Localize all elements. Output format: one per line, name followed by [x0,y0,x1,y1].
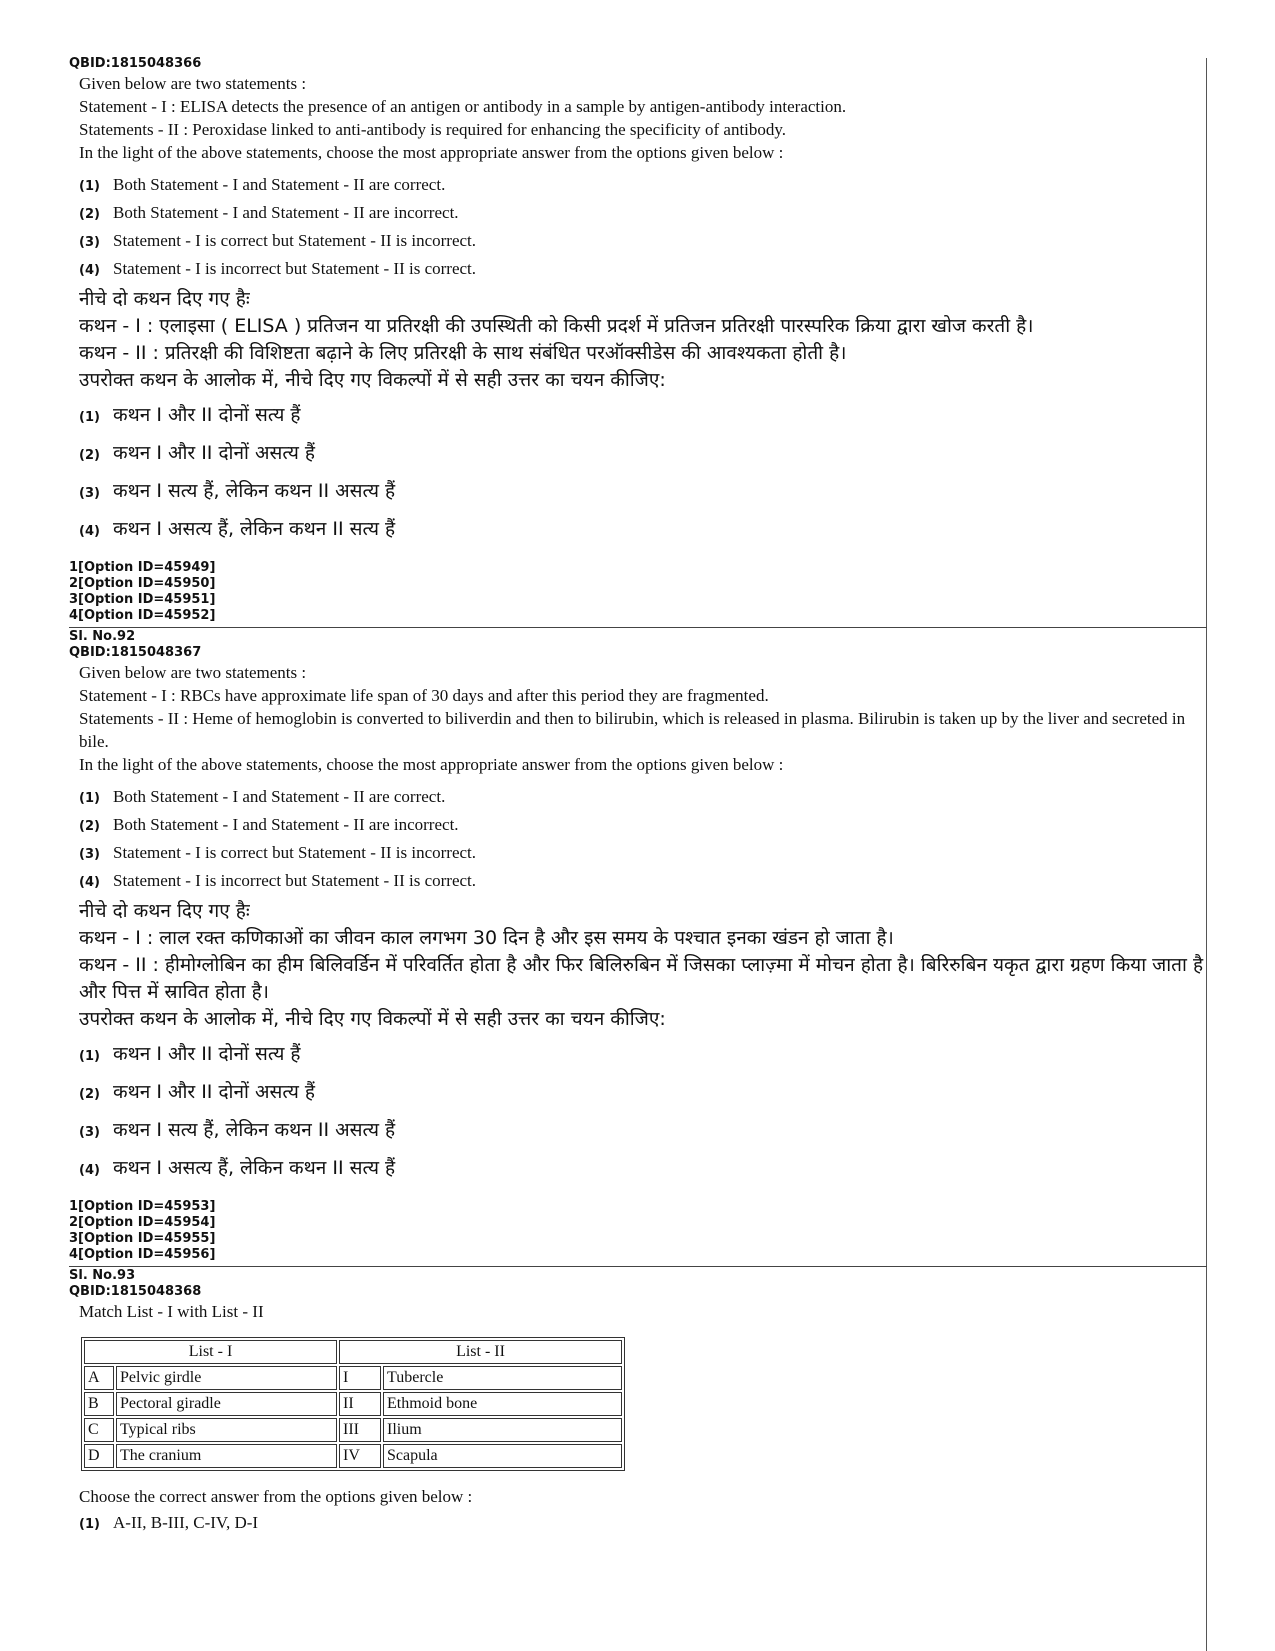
option-number: (2) [79,819,100,834]
hindi-option-3 [79,1117,1207,1146]
option-2 [79,202,1207,226]
qbid: QBID:1815048367 [69,645,202,660]
question-prompt: Choose the correct answer from the options given below : [79,1487,473,1506]
option-text: कथन I और II दोनों सत्य हैं [113,1043,301,1065]
option-id: 4[Option ID=45956] [69,1247,216,1262]
hindi-option-2 [79,1079,1207,1108]
option-3 [79,842,1207,866]
list-2-value: Scapula [383,1444,622,1468]
option-text: Statement - I is incorrect but Statement - II is correct. [113,259,477,278]
table-row [84,1444,622,1468]
option-number: (4) [79,875,100,890]
hindi-option-4 [79,516,1207,545]
question-93 [69,1268,1207,1536]
option-text: कथन I सत्य हैं, लेकिन कथन II असत्य हैं [113,1119,396,1141]
option-number: (1) [79,1517,100,1532]
question-92 [69,629,1207,1263]
list-2-value: Tubercle [383,1366,622,1390]
question-91 [69,56,1207,624]
option-text: Both Statement - I and Statement - II are incorrect. [113,815,459,834]
list-2-key: III [339,1418,381,1442]
option-text: कथन I और II दोनों असत्य हैं [113,1081,315,1103]
list-2-key: IV [339,1444,381,1468]
question-intro: Match List - I with List - II [79,1302,264,1321]
option-number: (3) [79,235,100,250]
list-1-value: Pectoral giradle [116,1392,337,1416]
qbid: QBID:1815048366 [69,56,202,71]
option-text: A-II, B-III, C-IV, D-I [113,1513,259,1532]
hindi-option-1 [79,1041,1207,1070]
list-1-value: The cranium [116,1444,337,1468]
option-number: (4) [79,1163,100,1178]
list-1-key: B [84,1392,114,1416]
option-number: (2) [79,1087,100,1102]
list-1-key: D [84,1444,114,1468]
list-2-header: List - II [339,1340,622,1364]
table-row [84,1366,622,1390]
qbid: QBID:1815048368 [69,1284,202,1299]
hindi-option-4 [79,1155,1207,1184]
option-id: 1[Option ID=45953] [69,1199,216,1214]
hindi-prompt: उपरोक्त कथन के आलोक में, नीचे दिए गए विकल्पों में से सही उत्तर का चयन कीजिए: [79,1008,666,1030]
hindi-statement-2: कथन - II : हीमोग्लोबिन का हीम बिलिवर्डिन में परिवर्तित होता है और फिर बिलिरुबिन में जिसका प्लाज़्मा में मोचन होता है। बिरिरुबिन यकृत द्वारा ग्रहण किया जाता है और पित्त में स्रावित होता है। [79,954,1204,1003]
option-text: Both Statement - I and Statement - II are correct. [113,175,446,194]
option-id: 1[Option ID=45949] [69,560,216,575]
option-1 [79,1512,1207,1536]
option-number: (3) [79,847,100,862]
question-page [69,56,1207,1540]
statement-1: Statement - I : RBCs have approximate life span of 30 days and after this period they are fragmented. [79,686,769,705]
question-divider [69,627,1207,628]
option-text: Statement - I is incorrect but Statement - II is correct. [113,871,477,890]
option-number: (3) [79,1125,100,1140]
statement-2: Statements - II : Peroxidase linked to anti-antibody is required for enhancing the specificity of antibody. [79,120,787,139]
list-2-key: II [339,1392,381,1416]
option-text: Statement - I is correct but Statement - II is incorrect. [113,231,477,250]
option-number: (1) [79,410,100,425]
option-number: (3) [79,486,100,501]
option-text: कथन I सत्य हैं, लेकिन कथन II असत्य हैं [113,480,396,502]
hindi-option-3 [79,478,1207,507]
question-prompt: In the light of the above statements, choose the most appropriate answer from the options given below : [79,755,784,774]
option-number: (2) [79,207,100,222]
option-4 [79,258,1207,282]
list-2-key: I [339,1366,381,1390]
match-table [81,1337,625,1471]
list-1-header: List - I [84,1340,337,1364]
option-text: कथन I असत्य हैं, लेकिन कथन II सत्य हैं [113,1157,396,1179]
option-number: (2) [79,448,100,463]
option-1 [79,786,1207,810]
hindi-intro: नीचे दो कथन दिए गए हैः [79,288,250,310]
list-1-value: Typical ribs [116,1418,337,1442]
table-row [84,1392,622,1416]
statement-2: Statements - II : Heme of hemoglobin is converted to biliverdin and then to bilirubin, which is released in plasma. Bilirubin is taken up by the liver and secreted in bile. [79,709,1186,751]
option-text: कथन I और II दोनों सत्य हैं [113,404,301,426]
list-1-key: A [84,1366,114,1390]
option-4 [79,870,1207,894]
option-id: 2[Option ID=45954] [69,1215,216,1230]
question-intro: Given below are two statements : [79,663,307,682]
list-2-value: Ilium [383,1418,622,1442]
option-text: Statement - I is correct but Statement - II is incorrect. [113,843,477,862]
option-text: Both Statement - I and Statement - II are incorrect. [113,203,459,222]
table-row [84,1418,622,1442]
hindi-prompt: उपरोक्त कथन के आलोक में, नीचे दिए गए विकल्पों में से सही उत्तर का चयन कीजिए: [79,369,666,391]
option-text: Both Statement - I and Statement - II are correct. [113,787,446,806]
hindi-option-2 [79,440,1207,469]
option-number: (4) [79,263,100,278]
option-id: 4[Option ID=45952] [69,608,216,623]
option-number: (1) [79,179,100,194]
hindi-intro: नीचे दो कथन दिए गए हैः [79,900,250,922]
option-id: 3[Option ID=45951] [69,592,216,607]
option-3 [79,230,1207,254]
option-number: (4) [79,524,100,539]
option-id: 3[Option ID=45955] [69,1231,216,1246]
serial-number: Sl. No.92 [69,629,136,644]
serial-number: Sl. No.93 [69,1268,136,1283]
option-number: (1) [79,791,100,806]
option-2 [79,814,1207,838]
option-number: (1) [79,1049,100,1064]
question-divider [69,1266,1207,1267]
option-id: 2[Option ID=45950] [69,576,216,591]
hindi-statement-1: कथन - I : एलाइसा ( ELISA ) प्रतिजन या प्रतिरक्षी की उपस्थिती को किसी प्रदर्श में प्रतिजन प्रतिरक्षी पारस्परिक क्रिया द्वारा खोज करती है। [79,315,1034,337]
question-prompt: In the light of the above statements, choose the most appropriate answer from the options given below : [79,143,784,162]
hindi-statement-2: कथन - II : प्रतिरक्षी की विशिष्टता बढ़ाने के लिए प्रतिरक्षी के साथ संबंधित परऑक्सीडेस की आवश्यकता होती है। [79,342,847,364]
statement-1: Statement - I : ELISA detects the presence of an antigen or antibody in a sample by antigen-antibody interaction. [79,97,847,116]
option-1 [79,174,1207,198]
hindi-statement-1: कथन - I : लाल रक्त कणिकाओं का जीवन काल लगभग 30 दिन है और इस समय के पश्चात इनका खंडन हो जाता है। [79,927,894,949]
list-1-value: Pelvic girdle [116,1366,337,1390]
option-text: कथन I असत्य हैं, लेकिन कथन II सत्य हैं [113,518,396,540]
list-2-value: Ethmoid bone [383,1392,622,1416]
option-text: कथन I और II दोनों असत्य हैं [113,442,315,464]
question-intro: Given below are two statements : [79,74,307,93]
hindi-option-1 [79,402,1207,431]
list-1-key: C [84,1418,114,1442]
table-header-row [84,1340,622,1364]
